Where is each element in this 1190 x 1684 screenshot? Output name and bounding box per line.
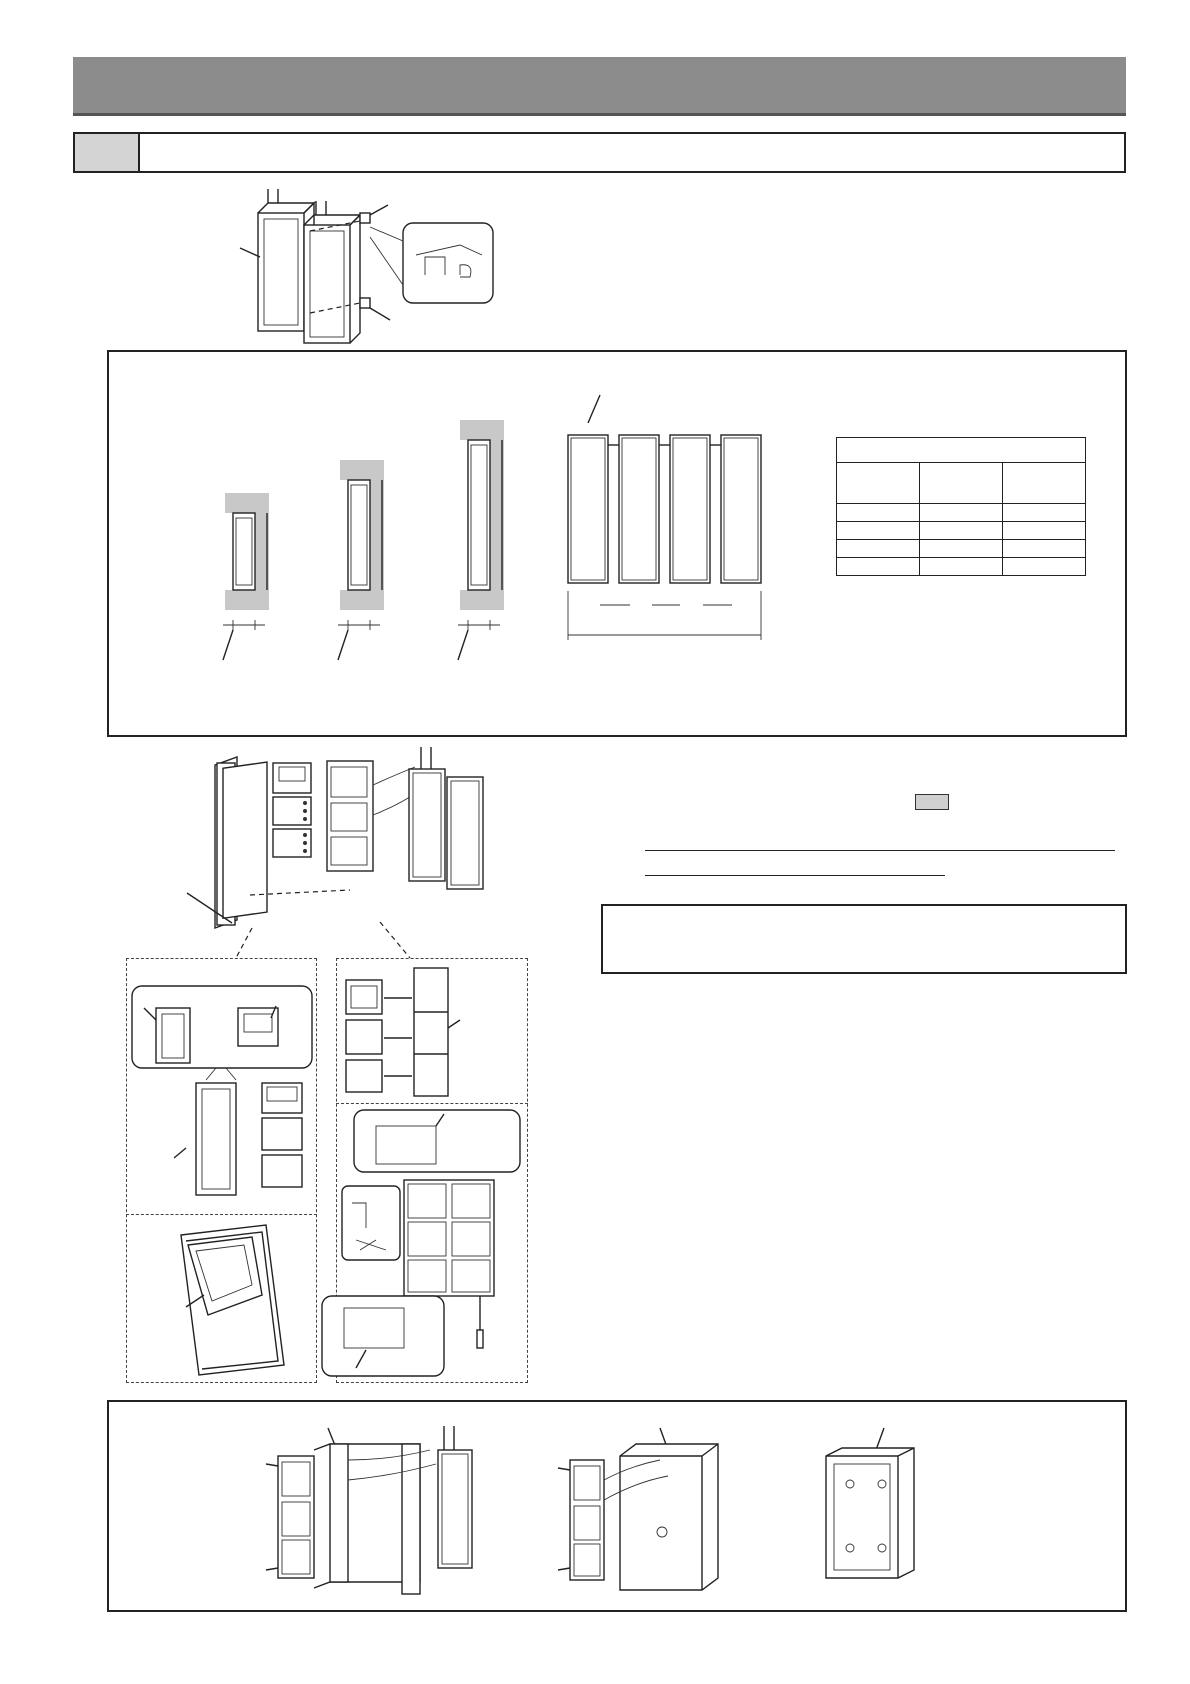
table-cell <box>920 540 1003 558</box>
table-cell <box>1003 522 1086 540</box>
underline-2 <box>645 875 945 876</box>
table-cell <box>920 558 1003 576</box>
flush-frame-icon <box>820 1420 930 1600</box>
table-cell <box>1003 540 1086 558</box>
surface-mount-box-icon <box>260 1420 540 1600</box>
table-cell <box>1003 558 1086 576</box>
table-cell <box>1003 504 1086 522</box>
detail-callout-lines <box>0 0 600 980</box>
rain-hood-icon <box>550 1420 730 1600</box>
table-col-2 <box>920 463 1003 504</box>
table-col-1 <box>837 463 920 504</box>
underline-1 <box>645 850 1115 851</box>
hinge-cover-icon <box>126 1215 317 1383</box>
module-mount-icon <box>336 958 528 1383</box>
table-cell <box>920 522 1003 540</box>
table-cell <box>837 540 920 558</box>
table-cell <box>837 558 920 576</box>
frame-detail-icon <box>126 958 317 1213</box>
table-cell <box>837 504 920 522</box>
reference-marker <box>915 794 949 810</box>
table-col-3 <box>1003 463 1086 504</box>
table-cell <box>920 504 1003 522</box>
dimension-table <box>836 437 1086 576</box>
table-header <box>837 438 1086 463</box>
note-box <box>601 904 1127 974</box>
table-cell <box>837 522 920 540</box>
